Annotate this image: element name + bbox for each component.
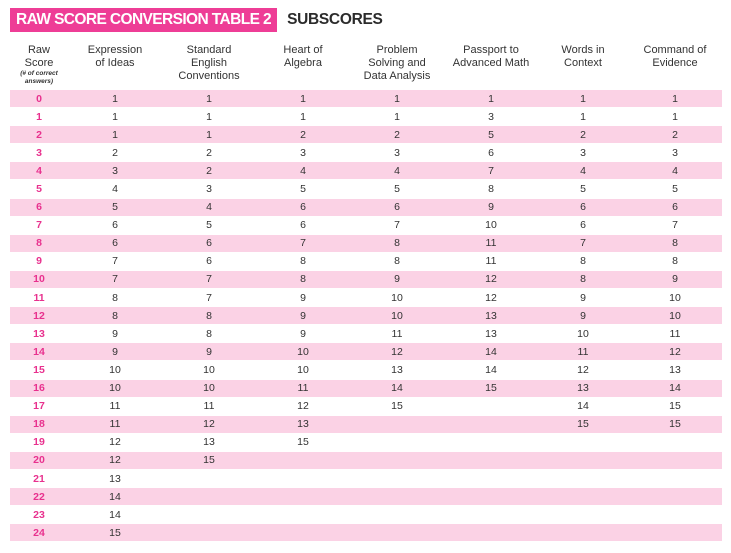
subscore-cell: 14 (68, 506, 162, 524)
raw-score-cell: 4 (10, 162, 68, 180)
subscore-cell: 4 (162, 198, 256, 216)
table-row (10, 216, 722, 234)
subscore-cell (350, 433, 444, 451)
subscore-cell (444, 524, 538, 542)
subscore-cell: 10 (350, 289, 444, 307)
column-header-line: Passport to (463, 44, 519, 56)
table-row (10, 451, 722, 469)
subscore-cell: 12 (68, 433, 162, 451)
subscore-cell (256, 469, 350, 487)
raw-score-cell: 22 (10, 488, 68, 506)
column-header-words-in-context (538, 44, 628, 90)
table-row (10, 126, 722, 144)
column-header-standard-english-conventions (162, 44, 256, 90)
column-header-line: Command of (643, 44, 707, 56)
raw-score-cell: 6 (10, 198, 68, 216)
subscore-cell: 2 (68, 144, 162, 162)
subscore-cell: 11 (538, 343, 628, 361)
subscore-cell: 10 (68, 379, 162, 397)
subscore-cell: 8 (538, 252, 628, 270)
subscore-cell: 1 (538, 90, 628, 108)
subscore-cell: 8 (256, 270, 350, 288)
subscore-cell: 15 (538, 415, 628, 433)
subscore-cell (444, 397, 538, 415)
subscore-cell (350, 469, 444, 487)
column-header-line: Context (564, 57, 602, 69)
subscore-cell: 1 (628, 90, 722, 108)
subscore-cell: 14 (538, 397, 628, 415)
subscore-cell: 6 (68, 216, 162, 234)
subscore-cell: 2 (256, 126, 350, 144)
table-row (10, 252, 722, 270)
table-row (10, 162, 722, 180)
subscore-cell: 8 (444, 180, 538, 198)
raw-score-cell: 16 (10, 379, 68, 397)
table-row (10, 108, 722, 126)
subscore-cell (350, 451, 444, 469)
subscore-cell: 12 (256, 397, 350, 415)
subscore-cell: 4 (350, 162, 444, 180)
column-header-line: of Ideas (95, 57, 135, 69)
table-row (10, 289, 722, 307)
raw-score-cell: 23 (10, 506, 68, 524)
conversion-table (10, 44, 722, 542)
subscore-cell: 6 (68, 234, 162, 252)
subscore-cell: 1 (628, 108, 722, 126)
subscore-cell: 1 (256, 90, 350, 108)
subscore-cell (444, 488, 538, 506)
subscore-cell (162, 506, 256, 524)
subscore-cell (628, 524, 722, 542)
subscore-cell (162, 488, 256, 506)
subscore-cell: 4 (256, 162, 350, 180)
subscore-cell: 10 (444, 216, 538, 234)
subscore-cell: 6 (538, 198, 628, 216)
subscore-cell: 6 (444, 144, 538, 162)
raw-score-cell: 8 (10, 234, 68, 252)
subscore-cell: 6 (256, 216, 350, 234)
raw-score-cell: 10 (10, 270, 68, 288)
subscore-cell: 2 (162, 144, 256, 162)
subscore-cell: 9 (162, 343, 256, 361)
subscore-cell (350, 524, 444, 542)
raw-score-cell: 5 (10, 180, 68, 198)
table-row (10, 433, 722, 451)
subscore-cell: 8 (162, 325, 256, 343)
table-row (10, 379, 722, 397)
raw-score-cell: 24 (10, 524, 68, 542)
subscore-cell (628, 433, 722, 451)
subscore-cell: 15 (628, 415, 722, 433)
subscore-cell: 1 (350, 90, 444, 108)
subscore-cell: 14 (628, 379, 722, 397)
subscore-cell: 5 (628, 180, 722, 198)
subscore-cell (350, 506, 444, 524)
table-row (10, 307, 722, 325)
subscore-cell: 8 (68, 307, 162, 325)
subscore-cell: 7 (350, 216, 444, 234)
subscore-cell: 12 (628, 343, 722, 361)
subscore-cell (162, 524, 256, 542)
subscore-cell (628, 506, 722, 524)
raw-score-cell: 2 (10, 126, 68, 144)
table-row (10, 524, 722, 542)
column-header-passport-to-advanced-math (444, 44, 538, 90)
subscore-cell: 10 (628, 289, 722, 307)
subscore-cell: 13 (162, 433, 256, 451)
subscore-cell: 5 (256, 180, 350, 198)
subscore-cell (256, 506, 350, 524)
subscore-cell: 1 (350, 108, 444, 126)
subscore-cell: 6 (256, 198, 350, 216)
subscore-cell: 8 (538, 270, 628, 288)
subscore-cell: 12 (538, 361, 628, 379)
subscore-cell: 5 (68, 198, 162, 216)
subscore-cell: 13 (628, 361, 722, 379)
subscore-cell: 6 (628, 198, 722, 216)
subscore-cell: 6 (350, 198, 444, 216)
table-row (10, 144, 722, 162)
subscore-cell: 5 (538, 180, 628, 198)
subscore-cell: 9 (628, 270, 722, 288)
subscore-cell: 14 (444, 361, 538, 379)
subscore-cell (538, 524, 628, 542)
raw-score-cell: 11 (10, 289, 68, 307)
header-row (10, 44, 722, 90)
subscore-cell: 8 (628, 252, 722, 270)
table-row (10, 343, 722, 361)
subscore-cell: 12 (350, 343, 444, 361)
subscore-cell: 3 (538, 144, 628, 162)
subscore-cell: 5 (350, 180, 444, 198)
column-header-line: Standard (186, 44, 232, 56)
subscore-cell (350, 415, 444, 433)
subscore-cell: 10 (68, 361, 162, 379)
raw-score-cell: 13 (10, 325, 68, 343)
subscore-cell: 9 (256, 289, 350, 307)
subscore-cell: 15 (68, 524, 162, 542)
subscore-cell: 12 (162, 415, 256, 433)
subscore-cell: 9 (68, 325, 162, 343)
subscore-cell: 14 (68, 488, 162, 506)
table-row (10, 234, 722, 252)
subscore-cell: 3 (350, 144, 444, 162)
subscore-cell: 10 (628, 307, 722, 325)
raw-score-cell: 7 (10, 216, 68, 234)
subscore-cell (538, 469, 628, 487)
raw-score-cell: 14 (10, 343, 68, 361)
subscore-cell: 11 (68, 415, 162, 433)
subscore-cell: 3 (628, 144, 722, 162)
subscore-cell: 5 (162, 216, 256, 234)
subscore-cell: 15 (628, 397, 722, 415)
subscore-cell: 6 (538, 216, 628, 234)
subscore-cell: 11 (68, 397, 162, 415)
subscore-cell: 4 (68, 180, 162, 198)
table-row (10, 90, 722, 108)
subscore-cell: 15 (162, 451, 256, 469)
subscore-cell (162, 469, 256, 487)
subscore-cell (444, 433, 538, 451)
subscore-cell: 8 (256, 252, 350, 270)
subscore-cell: 10 (538, 325, 628, 343)
table-row (10, 506, 722, 524)
subscore-cell (628, 451, 722, 469)
column-header-line: Solving and (368, 57, 426, 69)
subscore-cell: 9 (538, 307, 628, 325)
raw-score-cell: 21 (10, 469, 68, 487)
table-title-badge: RAW SCORE CONVERSION TABLE 2 (10, 8, 277, 32)
subscore-cell: 1 (162, 126, 256, 144)
table-row (10, 361, 722, 379)
subscore-cell: 5 (444, 126, 538, 144)
subscore-cell: 8 (350, 234, 444, 252)
column-header-problem-solving-data-analysis (350, 44, 444, 90)
table-row (10, 397, 722, 415)
subscore-cell (444, 415, 538, 433)
subscore-cell: 8 (68, 289, 162, 307)
subscore-cell (350, 488, 444, 506)
subscore-cell: 14 (350, 379, 444, 397)
column-header-line: Conventions (178, 70, 240, 82)
table-row (10, 270, 722, 288)
raw-score-cell: 1 (10, 108, 68, 126)
subscore-cell: 12 (444, 289, 538, 307)
subscore-cell: 1 (162, 108, 256, 126)
subscore-cell: 14 (444, 343, 538, 361)
raw-score-cell: 9 (10, 252, 68, 270)
subscore-cell (444, 451, 538, 469)
subscore-cell: 1 (162, 90, 256, 108)
table-row (10, 415, 722, 433)
subscore-cell: 13 (538, 379, 628, 397)
column-header-line: Heart of (283, 44, 323, 56)
subscore-cell: 2 (350, 126, 444, 144)
column-header-line: Problem (376, 44, 418, 56)
title-bar (10, 8, 383, 32)
raw-score-cell: 3 (10, 144, 68, 162)
subscore-cell: 7 (538, 234, 628, 252)
subscore-cell: 1 (68, 90, 162, 108)
raw-score-header-label: Raw Score (24, 44, 54, 69)
raw-score-cell: 15 (10, 361, 68, 379)
subscore-cell: 9 (350, 270, 444, 288)
subscore-cell: 1 (444, 90, 538, 108)
subscore-cell: 11 (444, 252, 538, 270)
subscore-cell: 9 (444, 198, 538, 216)
subscore-cell (444, 469, 538, 487)
subscore-cell: 3 (444, 108, 538, 126)
subscore-cell: 7 (628, 216, 722, 234)
subscore-cell: 15 (256, 433, 350, 451)
column-header-line: Words in (561, 44, 605, 56)
subscore-cell: 13 (68, 469, 162, 487)
table-body (10, 90, 722, 542)
column-header-heart-of-algebra (256, 44, 350, 90)
subscore-cell: 10 (256, 361, 350, 379)
subscore-cell: 7 (444, 162, 538, 180)
subscore-cell: 4 (538, 162, 628, 180)
subscore-cell: 11 (162, 397, 256, 415)
subscore-cell: 13 (350, 361, 444, 379)
subscore-cell: 8 (350, 252, 444, 270)
subscore-cell: 12 (68, 451, 162, 469)
subscore-cell: 7 (68, 270, 162, 288)
subscore-cell: 3 (162, 180, 256, 198)
subscore-cell (538, 433, 628, 451)
column-header-expression-of-ideas (68, 44, 162, 90)
subscore-cell (538, 488, 628, 506)
subscore-cell: 8 (628, 234, 722, 252)
subscore-cell: 3 (68, 162, 162, 180)
subscore-cell: 6 (162, 234, 256, 252)
raw-score-cell: 18 (10, 415, 68, 433)
subscore-cell: 10 (162, 361, 256, 379)
subscore-cell: 11 (350, 325, 444, 343)
subscore-cell: 1 (68, 108, 162, 126)
raw-score-cell: 0 (10, 90, 68, 108)
subscore-cell: 1 (256, 108, 350, 126)
subscore-cell: 15 (350, 397, 444, 415)
subscore-cell: 9 (538, 289, 628, 307)
subscore-cell: 2 (538, 126, 628, 144)
subscore-cell (538, 451, 628, 469)
subscore-cell: 7 (162, 289, 256, 307)
column-header-line: Algebra (284, 57, 322, 69)
subscore-cell: 11 (256, 379, 350, 397)
column-header-line: Data Analysis (363, 70, 431, 82)
subscore-cell (628, 488, 722, 506)
table-row (10, 325, 722, 343)
subscore-cell (256, 524, 350, 542)
subscore-cell: 12 (444, 270, 538, 288)
column-header-command-of-evidence (628, 44, 722, 90)
table-row (10, 469, 722, 487)
raw-score-cell: 20 (10, 451, 68, 469)
subscore-cell: 7 (256, 234, 350, 252)
column-header-line: Evidence (652, 57, 698, 69)
subscore-cell: 1 (538, 108, 628, 126)
subscore-cell: 13 (444, 307, 538, 325)
raw-score-header-note: (# of correct answers) (20, 70, 58, 85)
column-header-line: Expression (87, 44, 143, 56)
raw-score-cell: 12 (10, 307, 68, 325)
subscore-cell: 8 (162, 307, 256, 325)
table-subtitle: SUBSCORES (287, 11, 383, 28)
raw-score-header (10, 44, 68, 90)
subscore-cell: 1 (68, 126, 162, 144)
subscore-cell: 9 (68, 343, 162, 361)
subscore-cell: 11 (444, 234, 538, 252)
raw-score-cell: 19 (10, 433, 68, 451)
subscore-cell: 3 (256, 144, 350, 162)
column-header-line: English (190, 57, 228, 69)
subscore-cell: 9 (256, 307, 350, 325)
subscore-cell (538, 506, 628, 524)
subscore-cell: 4 (628, 162, 722, 180)
table-row (10, 488, 722, 506)
raw-score-cell: 17 (10, 397, 68, 415)
subscore-cell: 10 (256, 343, 350, 361)
subscore-cell (628, 469, 722, 487)
column-header-line: Advanced Math (452, 57, 530, 69)
subscore-cell: 15 (444, 379, 538, 397)
subscore-cell: 7 (162, 270, 256, 288)
subscore-cell: 10 (162, 379, 256, 397)
subscore-cell: 10 (350, 307, 444, 325)
subscore-cell: 9 (256, 325, 350, 343)
subscore-cell: 13 (444, 325, 538, 343)
table-row (10, 198, 722, 216)
subscore-cell (444, 506, 538, 524)
subscore-cell (256, 488, 350, 506)
subscore-cell (256, 451, 350, 469)
table-row (10, 180, 722, 198)
subscore-cell: 13 (256, 415, 350, 433)
subscore-cell: 6 (162, 252, 256, 270)
subscore-cell: 2 (628, 126, 722, 144)
subscore-cell: 7 (68, 252, 162, 270)
subscore-cell: 2 (162, 162, 256, 180)
subscore-cell: 11 (628, 325, 722, 343)
